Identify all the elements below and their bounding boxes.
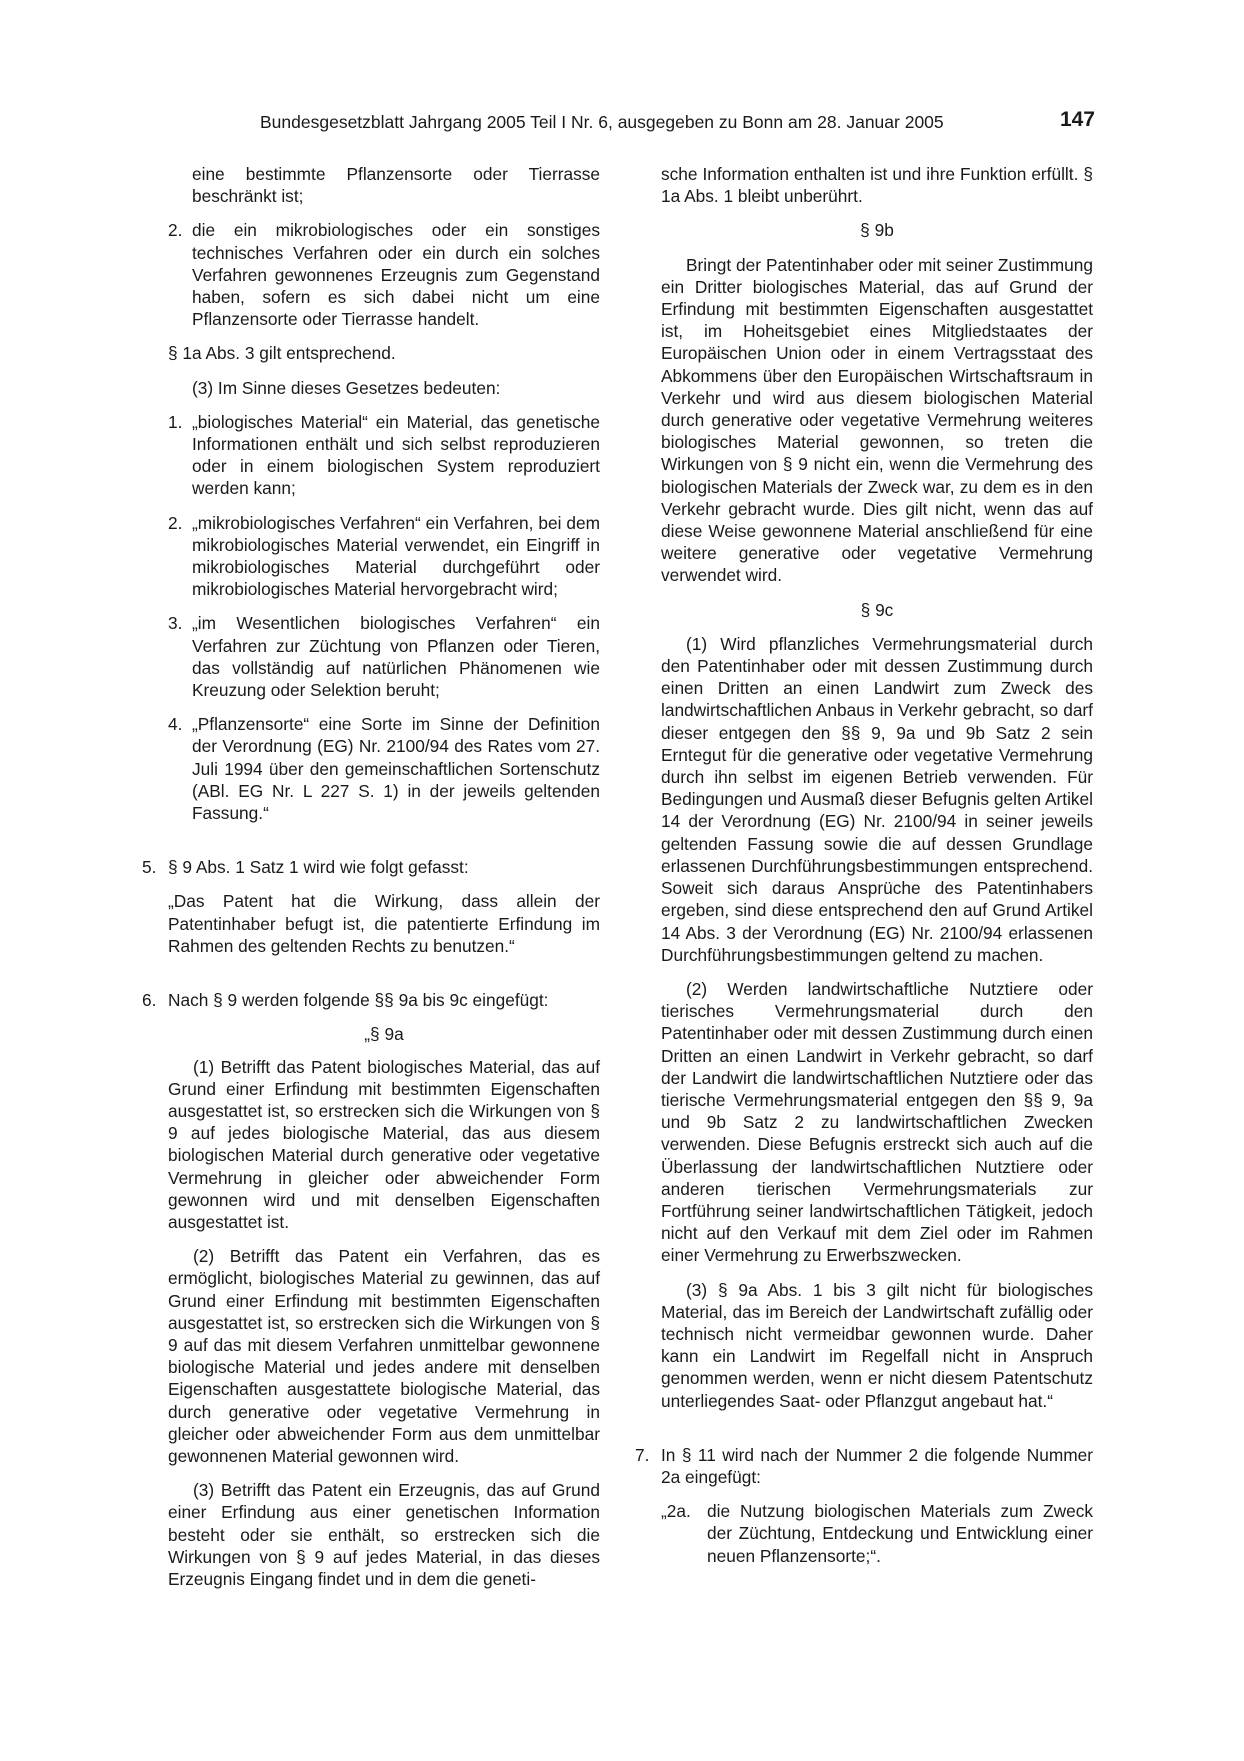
list-item	[635, 1444, 1093, 1488]
left-column	[142, 163, 600, 1590]
item-text: die ein mikrobiologisches oder ein sonstiges technisches Verfahren oder ein durch ein solches Verfahren gewonnenes Erzeugnis zum Gegenstand haben, sofern es sich dabei nicht um eine Pflanzensorte oder Tierrasse handelt.	[192, 220, 600, 330]
definition-item	[168, 411, 600, 500]
item-number: „2a.	[661, 1501, 691, 1522]
definition-item	[168, 512, 600, 601]
paragraph: Bringt der Patentinhaber oder mit seiner Zustimmung ein Dritter biologisches Material, das auf Grund der Erfindung mit bestimmten Eigenschaften ausgestattet ist, im Hoheitsgebiet eines Mitgliedstaates der Europäischen Union oder in einem Vertragsstaat des Abkommens über den Europäischen Wirtschaftsraum in Verkehr und wird aus diesem biologischen Material durch generative oder vegetative Vermehrung weiteres biologisches Material gewonnen, so treten die Wirkungen von § 9 nicht ein, wenn die Vermehrung des biologischen Materials der Zweck war, zu dem es in den Verkehr gebracht wurde. Dies gilt nicht, wenn das auf diese Weise gewonnene Material anschließend für eine weitere generative oder vegetative Vermehrung verwendet wird.	[661, 254, 1093, 586]
list-item	[142, 989, 600, 1011]
section-heading: § 9c	[860, 599, 894, 620]
page-number: 147	[1059, 108, 1095, 131]
section-heading: „§ 9a	[364, 1024, 404, 1045]
item-number: 1.	[168, 411, 183, 432]
paragraph: eine bestimmte Pflanzensorte oder Tierrasse beschränkt ist;	[192, 164, 600, 207]
item-text: die Nutzung biologischen Materials zum Zweck der Züchtung, Entdeckung und Entwicklung einer neuen Pflanzensorte;“.	[707, 1501, 1093, 1566]
item-number: 2.	[168, 512, 183, 533]
item-number: 4.	[168, 714, 183, 735]
item-text: „im Wesentlichen biologisches Verfahren“ ein Verfahren zur Züchtung von Pflanzen oder Tieren, das vollständig auf natürlichen Phänomenen wie Kreuzung oder Selektion beruht;	[192, 613, 600, 701]
paragraph: (1) Wird pflanzliches Vermehrungsmaterial durch den Patentinhaber oder mit dessen Zustimmung durch einen Dritten an einen Landwirt zum Zweck des landwirtschaftlichen Anbaus in Verkehr gebracht, so darf dieser entgegen den §§ 9, 9a und 9b Satz 2 sein Erntegut für die generative oder vegetative Vermehrung durch ihn selbst im eigenen Betrieb verwenden. Für Bedingungen und Ausmaß dieser Befugnis gelten Artikel 14 der Verordnung (EG) Nr. 2100/94 in seiner jeweils geltenden Fassung sowie die auf dessen Grundlage erlassenen Durchführungsbestimmungen entsprechend. Soweit sich daraus Ansprüche des Patentinhabers ergeben, sind diese entsprechend den auf Grund Artikel 14 Abs. 3 der Verordnung (EG) Nr. 2100/94 erlassenen Durchführungsbestimmungen geltend zu machen.	[661, 633, 1093, 965]
paragraph: § 1a Abs. 3 gilt entsprechend.	[168, 343, 396, 364]
item-number: 2.	[168, 220, 183, 241]
header-title: Bundesgesetzblatt Jahrgang 2005 Teil I Nr. 6, ausgegeben zu Bonn am 28. Januar 2005	[260, 112, 944, 132]
paragraph: (1) Betrifft das Patent biologisches Material, das auf Grund einer Erfindung mit bestimmten Eigenschaften ausgestattet ist, so erstrecken sich die Wirkungen von § 9 auf jedes biologische Material, das aus diesem biologischen Material durch generative oder vegetative Vermehrung in gleicher oder abweichender Form gewonnen wird und mit denselben Eigenschaften ausgestattet ist.	[168, 1056, 600, 1232]
item-number: 5.	[142, 857, 157, 878]
list-item	[142, 856, 600, 878]
page-header	[260, 108, 1095, 138]
item-number: 7.	[635, 1444, 650, 1465]
paragraph: (2) Betrifft das Patent ein Verfahren, das es ermöglicht, biologisches Material zu gewinnen, das auf Grund einer Erfindung mit bestimmten Eigenschaften ausgestattet ist, so erstrecken sich die Wirkungen von § 9 auf das mit diesem Verfahren unmittelbar gewonnene biologische Material und jedes andere mit denselben Eigenschaften ausgestattete biologische Material, das durch generative oder vegetative Vermehrung in gleicher oder abweichender Form aus dem unmittelbar gewonnenen Material gewonnen wird.	[168, 1246, 600, 1466]
definition-item	[168, 612, 600, 701]
item-text: „biologisches Material“ ein Material, das genetische Informationen enthält und sich selbst reproduzieren oder in einem biologischen System reproduziert werden kann;	[192, 411, 600, 499]
paragraph: (3) Betrifft das Patent ein Erzeugnis, das auf Grund einer Erfindung aus einer genetischen Information besteht oder sie enthält, so erstrecken sich die Wirkungen von § 9 auf jedes Material, in das dieses Erzeugnis Eingang findet und in dem die geneti-	[168, 1480, 600, 1589]
item-number: 3.	[168, 613, 183, 634]
item-text: „mikrobiologisches Verfahren“ ein Verfahren, bei dem mikrobiologisches Material verwendet, ein Eingriff in mikrobiologisches Material durchgeführt oder mikrobiologisches Material hervorgebracht wird;	[192, 512, 600, 600]
item-text: In § 11 wird nach der Nummer 2 die folgende Nummer 2a eingefügt:	[661, 1444, 1093, 1487]
item-number: 6.	[142, 990, 157, 1011]
item-text: „Pflanzensorte“ eine Sorte im Sinne der Definition der Verordnung (EG) Nr. 2100/94 des Rates vom 27. Juli 1994 über den gemeinschaftlichen Sortenschutz (ABl. EG Nr. L 227 S. 1) in der jeweils geltenden Fassung.“	[192, 714, 600, 824]
paragraph: (2) Werden landwirtschaftliche Nutztiere oder tierisches Vermehrungsmaterial durch den Patentinhaber oder mit dessen Zustimmung durch einen Dritten an einen Landwirt in Verkehr gebracht, so darf der Landwirt die landwirtschaftlichen Nutztiere oder das tierische Vermehrungsmaterial entgegen den §§ 9, 9a und 9b Satz 2 zu landwirtschaftlichen Zwecken verwenden. Diese Befugnis erstreckt sich auch auf die Überlassung der landwirtschaftlichen Nutztiere oder anderen tierischen Vermehrungsmaterials zur Fortführung seiner landwirtschaftlichen Tätigkeit, jedoch nicht auf den Verkauf mit dem Ziel oder im Rahmen einer Vermehrung zu Erwerbszwecken.	[661, 978, 1093, 1266]
paragraph: (3) Im Sinne dieses Gesetzes bedeuten:	[192, 377, 501, 398]
item-text: Nach § 9 werden folgende §§ 9a bis 9c eingefügt:	[168, 990, 549, 1011]
paragraph: (3) § 9a Abs. 1 bis 3 gilt nicht für biologisches Material, das im Bereich der Landwirtschaft zufällig oder technisch nicht vermeidbar gewonnen wurde. Daher kann ein Landwirt im Regelfall nicht in Anspruch genommen werden, wenn er nicht diesem Patentschutz unterliegendes Saat- oder Pflanzgut angebaut hat.“	[661, 1279, 1093, 1411]
sub-item	[661, 1500, 1093, 1567]
paragraph: sche Information enthalten ist und ihre Funktion erfüllt. § 1a Abs. 1 bleibt unberührt.	[661, 164, 1093, 207]
right-column	[635, 163, 1093, 1567]
quoted-text: „Das Patent hat die Wirkung, dass allein der Patentinhaber befugt ist, die patentierte Erfindung im Rahmen des geltenden Rechts zu benutzen.“	[168, 891, 600, 956]
list-item	[168, 219, 600, 330]
section-heading: § 9b	[860, 220, 894, 241]
item-text: § 9 Abs. 1 Satz 1 wird wie folgt gefasst:	[168, 857, 469, 878]
definition-item	[168, 713, 600, 824]
